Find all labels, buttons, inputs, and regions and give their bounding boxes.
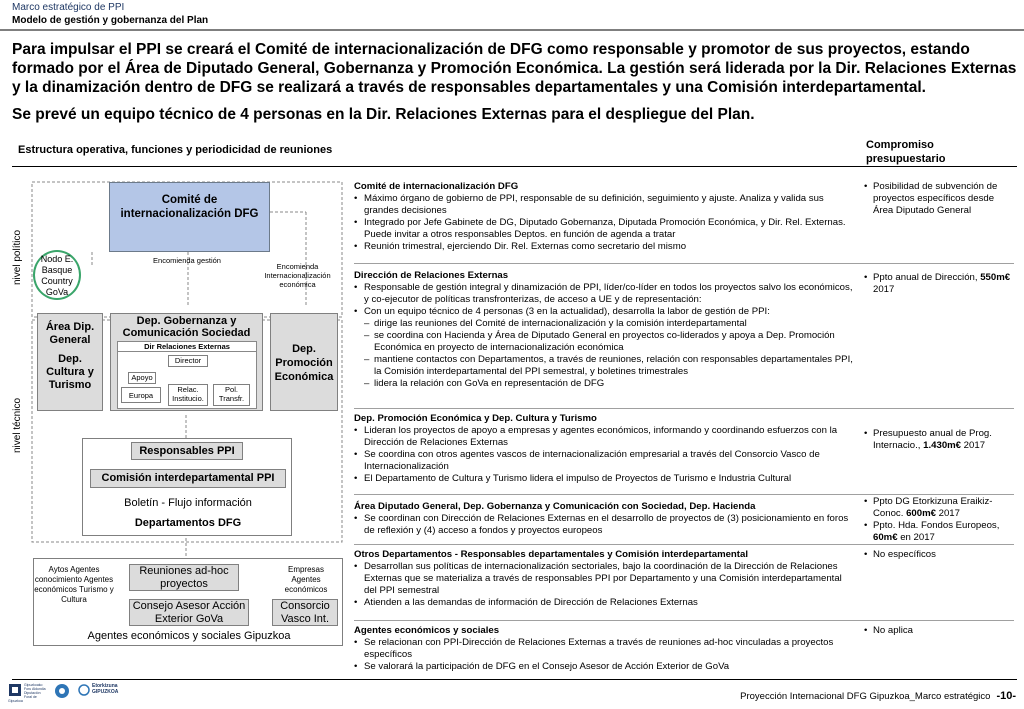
list-item: • Se coordinan con Dirección de Relaciones Externas en el desarrollo de proyectos de (3) posicionamiento en foros de reflexión y (4) acceso a fondos y proyectos europeos <box>354 513 854 537</box>
row-list <box>354 425 854 485</box>
row-list <box>354 561 854 609</box>
row-dir-rel <box>354 270 854 390</box>
row-list <box>354 637 854 673</box>
logo-gipuzkoa <box>52 683 74 701</box>
list-item: – lidera la relación con GoVa en representación de DFG <box>354 378 854 390</box>
consorcio-label: Consorcio Vasco Int. <box>280 600 330 625</box>
consorcio-box <box>272 599 338 626</box>
encomienda-gestion-label: Encomienda gestión <box>153 256 221 265</box>
commitment-item: • Posibilidad de subvención de proyectos específicos desde Área Diputado General <box>864 181 1014 217</box>
dep-gob-label: Dep. Gobernanza y Comunicación Sociedad <box>122 315 251 339</box>
commitment-amount: 60m€ <box>873 532 898 543</box>
commitment-amount: 550m€ <box>980 272 1011 283</box>
list-item: • Integrado por Jefe Gabinete de DG, Diputado Gobernanza, Diputada Promoción Económica, y Dir. Rel. Externas. Puede invitar a otros responsables Deptos. en función de agenda a tratar <box>354 217 854 241</box>
list-item: • Con un equipo técnico de 4 personas (3 en la actualidad), desarrolla la labor de gestión de PPI: <box>354 306 854 318</box>
list-item: • Reunión trimestral, ejerciendo Dir. Rel. Externas como secretario del mismo <box>354 241 854 253</box>
pol-box <box>213 384 250 406</box>
row-divider <box>354 620 1014 621</box>
responsables-box <box>131 442 243 460</box>
dfg-logo-icon <box>8 683 22 697</box>
comite-label: Comité de internacionalización DFG <box>120 194 259 220</box>
list-item: – mantiene contactos con Departamentos, a través de reuniones, relación con responsables departamentales PPI, la Comisión interdepartamental del PPI semestral, y boletines trimestrales <box>354 354 854 378</box>
bottom-rule <box>12 679 1017 680</box>
row-list <box>354 282 854 390</box>
departamentos-label: Departamentos DFG <box>134 517 242 529</box>
commitment-agentes <box>864 625 1014 637</box>
logo-dfg <box>8 683 48 701</box>
section-title: Estructura operativa, funciones y periodicidad de reuniones <box>18 144 333 156</box>
commitment-text: 2017 <box>873 284 895 295</box>
apoyo-label: Apoyo <box>131 373 153 382</box>
level-technical-label: nivel técnico <box>12 397 23 453</box>
commitment-item <box>864 428 1014 452</box>
consejo-box <box>129 599 249 626</box>
comision-box <box>90 469 286 488</box>
agentes-label: Agentes económicos y sociales Gipuzkoa <box>87 630 291 642</box>
row-list <box>354 513 854 537</box>
list-item: – dirige las reuniones del Comité de internacionalización y la comisión interdepartamental <box>354 318 854 330</box>
list-item: • Máximo órgano de gobierno de PPI, responsable de su definición, seguimiento y ajuste. Analiza y valida sus grandes decisiones <box>354 193 854 217</box>
list-item: • Desarrollan sus políticas de internacionalización sectoriales, bajo la coordinación de la Dirección de Relaciones Externas que se materializa a través de responsables PPI por Departamento y una Comisión interdepartamental del PPI semestral <box>354 561 854 597</box>
commitment-text: Ppto DG Etorkizuna Eraikiz- Conoc. <box>873 496 993 519</box>
list-item: • El Departamento de Cultura y Turismo lidera el impulso de Proyectos de Turismo e Industria Cultural <box>354 473 854 485</box>
logo-etorkizuna <box>78 683 124 701</box>
etorkizuna-logo-icon <box>78 683 90 697</box>
org-diagram <box>0 170 350 655</box>
list-item: – se coordina con Hacienda y Área de Diputado General en proyectos co-liderados y apoya a Dep. Promoción Económica en proyecto de internacionalización económica <box>354 330 854 354</box>
consejo-label: Consejo Asesor Acción Exterior GoVa <box>132 600 246 625</box>
logo-etorkizuna-text: Etorkizuna GIPUZKOA <box>92 683 119 695</box>
row-divider <box>354 544 1014 545</box>
row-promocion <box>354 413 854 485</box>
comision-label: Comisión interdepartamental PPI <box>101 472 275 484</box>
list-item: • Lideran los proyectos de apoyo a empresas y agentes económicos, informando y coordinando esfuerzos con la Dirección de Relaciones Externas <box>354 425 854 449</box>
row-agentes <box>354 625 854 673</box>
commitment-title: Compromiso presupuestario <box>866 139 946 165</box>
commitment-area-dip <box>864 496 1014 544</box>
director-label: Director <box>174 356 202 365</box>
footer <box>740 690 1016 702</box>
page-number: -10- <box>996 690 1016 702</box>
boletin-label: Boletín - Flujo información <box>124 497 252 509</box>
agentes-frame <box>33 558 343 646</box>
relac-label: Relac. Institucio. <box>172 385 204 403</box>
row-title: Área Diputado General, Dep. Gobernanza y Comunicación con Sociedad, Dep. Hacienda <box>354 501 756 512</box>
row-divider <box>354 494 1014 495</box>
dep-promo-label: Dep. Promoción Económica <box>274 343 334 383</box>
comite-box <box>109 182 270 252</box>
commitment-item: • No aplica <box>864 625 1014 637</box>
pol-label: Pol. Transfr. <box>218 385 245 403</box>
level-political-label: nivel político <box>12 229 23 285</box>
row-area-dip <box>354 501 854 537</box>
intro-paragraph-1: Para impulsar el PPI se creará el Comité de internacionalización de DFG como responsable y promotor de sus proyectos, estando formado por el Área de Diputado General, Gobernanza y Promoción Económica. La gestión será liderada por la Dir. Relaciones Externas y la dinamización dentro de DFG se realizará a través de responsables departamentales y una Comisión interdepartamental. <box>12 41 1017 96</box>
commitment-promocion <box>864 428 1014 452</box>
commitment-text: 2017 <box>961 440 986 451</box>
commitment-text: en 2017 <box>897 532 935 543</box>
commitment-item: • No específicos <box>864 549 1014 561</box>
responsables-frame <box>82 438 292 536</box>
apoyo-box <box>128 372 156 384</box>
commitment-text: Ppto anual de Dirección, <box>873 272 981 283</box>
nodo-gova-circle <box>33 250 81 300</box>
row-list <box>354 193 854 253</box>
commitment-dir-rel <box>864 272 1014 296</box>
list-item: • Se relacionan con PPI-Dirección de Relaciones Externas a través de reuniones ad-hoc vinculadas a proyectos específicos <box>354 637 854 661</box>
row-comite <box>354 181 854 253</box>
commitment-item <box>864 520 1014 544</box>
row-divider <box>354 263 1014 264</box>
dep-gobernanza-box <box>110 313 263 411</box>
dep-cultura-label: Dep. Cultura y Turismo <box>46 353 94 391</box>
commitment-item <box>864 272 1014 296</box>
encomienda-intl-label: Encomienda Internacionalización económica <box>264 262 331 289</box>
row-title: Comité de internacionalización DFG <box>354 181 519 192</box>
europa-box <box>121 387 161 403</box>
row-title: Dirección de Relaciones Externas <box>354 270 509 281</box>
row-title: Dep. Promoción Económica y Dep. Cultura y Turismo <box>354 413 597 424</box>
dep-promocion-box <box>270 313 338 411</box>
logo-dfg-text: Gipuzkoako Foru Aldundia Diputación Foral de Gipuzkoa <box>8 683 46 703</box>
list-item: • Se valorará la participación de DFG en el Consejo Asesor de Acción Exterior de GoVa <box>354 661 854 673</box>
dir-rel-label: Dir Relaciones Externas <box>118 342 256 352</box>
commitment-amount: 1.430m€ <box>923 440 962 451</box>
area-dip-label: Área Dip. General <box>45 321 95 346</box>
row-divider <box>354 408 1014 409</box>
commitment-otros <box>864 549 1014 561</box>
europa-label: Europa <box>128 391 154 400</box>
aytos-label: Aytos Agentes conocimiento Agentes económicos Turismo y Cultura <box>34 565 114 604</box>
commitment-comite <box>864 181 1014 217</box>
reuniones-box <box>129 564 239 591</box>
empresas-label: Empresas Agentes económicos <box>284 565 328 594</box>
gipuzkoa-logo-icon <box>52 683 72 699</box>
row-title: Agentes económicos y sociales <box>354 625 500 636</box>
reuniones-label: Reuniones ad-hoc proyectos <box>139 565 229 590</box>
director-box <box>168 355 208 367</box>
commitment-text: Presupuesto anual de Prog. Internacio., <box>873 428 992 451</box>
list-item: • Se coordina con otros agentes vascos de internacionalización empresarial a través del Consorcio Vasco de Internacionalización <box>354 449 854 473</box>
section-rule <box>12 166 1017 167</box>
list-item: • Responsable de gestión integral y dinamización de PPI, líder/co-líder en todos los proyectos salvo los económicos, y co-ejecutor de políticas transfronterizas, de acceso a UE y de representación: <box>354 282 854 306</box>
intro-paragraph-2: Se prevé un equipo técnico de 4 personas en la Dir. Relaciones Externas para el despliegue del Plan. <box>12 106 755 123</box>
header-divider <box>0 29 1024 31</box>
area-dip-box <box>37 313 103 411</box>
responsables-label: Responsables PPI <box>139 445 235 457</box>
footer-text: Proyección Internacional DFG Gipuzkoa_Marco estratégico <box>740 691 991 702</box>
commitment-text: Ppto. Hda. Fondos Europeos, <box>873 520 1000 531</box>
commitment-amount: 600m€ <box>906 508 936 519</box>
row-title: Otros Departamentos - Responsables departamentales y Comisión interdepartamental <box>354 549 748 560</box>
relac-box <box>168 384 208 406</box>
commitment-item <box>864 496 1014 520</box>
commitment-text: 2017 <box>935 508 960 519</box>
header-section: Marco estratégico de PPI <box>12 2 125 13</box>
list-item: • Atienden a las demandas de información de Dirección de Relaciones Externas <box>354 597 854 609</box>
row-otros <box>354 549 854 609</box>
header-subtitle: Modelo de gestión y gobernanza del Plan <box>12 15 209 26</box>
nodo-label: Nodo E. Basque Country GoVa <box>40 254 74 297</box>
